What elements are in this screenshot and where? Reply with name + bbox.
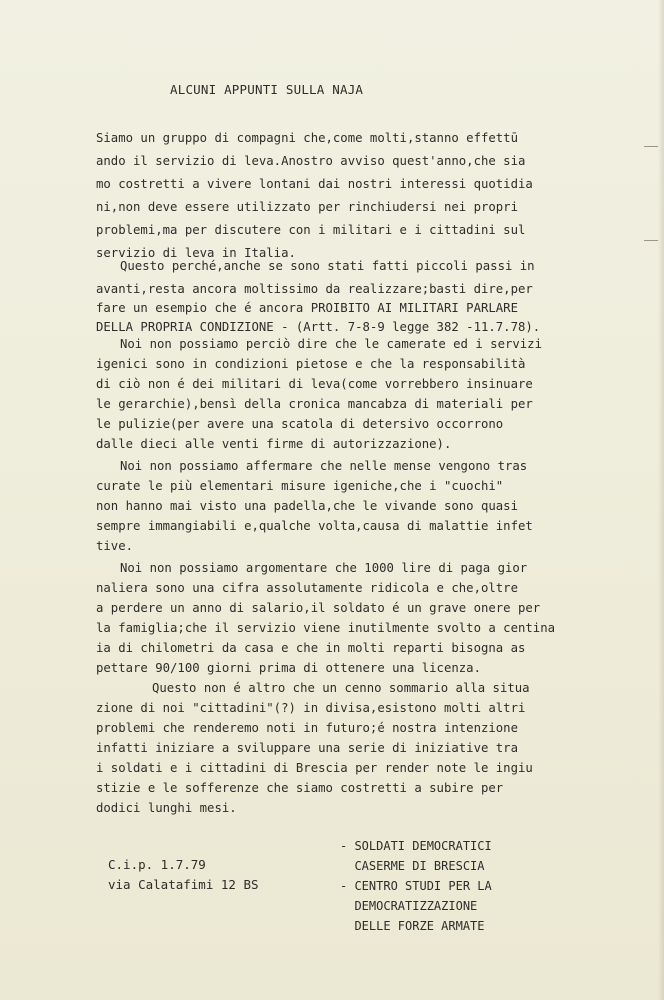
body-line: problemi che renderemo noti in futuro;é nostra intenzione	[96, 721, 518, 735]
signatory-line: DEMOCRATIZZAZIONE	[340, 899, 478, 913]
body-line: Noi non possiamo affermare che nelle mense vengono tras	[120, 459, 528, 473]
body-line: a perdere un anno di salario,il soldato é un grave onere per	[96, 601, 541, 615]
body-line: dodici lunghi mesi.	[96, 801, 237, 815]
body-line: Questo non é altro che un cenno sommario alla situa	[152, 681, 530, 695]
signatory-line: DELLE FORZE ARMATE	[340, 919, 485, 933]
imprint-address: via Calatafimi 12 BS	[108, 877, 259, 892]
body-line: zione di noi "cittadini"(?) in divisa,esistono molti altri	[96, 701, 526, 715]
body-line: la famiglia;che il servizio viene inutilmente svolto a centina	[96, 621, 556, 635]
paper-edge	[658, 0, 664, 1000]
body-line: mo costretti a vivere lontani dai nostri interessi quotidia	[96, 177, 533, 191]
fold-mark	[644, 240, 658, 241]
footer-imprint	[108, 855, 259, 895]
body-line: pettare 90/100 giorni prima di ottenere una licenza.	[96, 661, 481, 675]
body-line: le gerarchie),bensì della cronica mancabza di materiali per	[96, 397, 533, 411]
body-line: problemi,ma per discutere con i militari e i cittadini sul	[96, 223, 526, 237]
body-line: i soldati e i cittadini di Brescia per render note le ingiu	[96, 761, 533, 775]
body-line: curate le più elementari misure igeniche,che i "cuochi"	[96, 479, 504, 493]
body-line: naliera sono una cifra assolutamente ridicola e che,oltre	[96, 581, 518, 595]
body-line: avanti,resta ancora moltissimo da realizzare;basti dire,per	[96, 282, 533, 296]
body-line: igenici sono in condizioni pietose e che la responsabilità	[96, 357, 526, 371]
body-line: di ciò non é dei militari di leva(come vorrebbero insinuare	[96, 377, 533, 391]
body-line: ni,non deve essere utilizzato per rinchiudersi nei propri	[96, 200, 518, 214]
body-line: Questo perché,anche se sono stati fatti piccoli passi in	[120, 259, 535, 273]
body-line: tive.	[96, 539, 134, 553]
signatory-line: - SOLDATI DEMOCRATICI	[340, 839, 492, 853]
body-line: DELLA PROPRIA CONDIZIONE - (Artt. 7-8-9 legge 382 -11.7.78).	[96, 320, 541, 334]
body-line: Siamo un gruppo di compagni che,come molti,stanno effettū	[96, 131, 518, 145]
fold-mark	[644, 146, 658, 147]
body-line: infatti iniziare a sviluppare una serie di iniziative tra	[96, 741, 518, 755]
body-line: non hanno mai visto una padella,che le vivande sono quasi	[96, 499, 518, 513]
footer-signatories	[340, 836, 492, 936]
body-line: ia di chilometri da casa e che in molti reparti bisogna as	[96, 641, 526, 655]
body-line: Noi non possiamo perciò dire che le camerate ed i servizi	[120, 337, 542, 351]
body-line: dalle dieci alle venti firme di autorizzazione).	[96, 437, 452, 451]
imprint-date: C.i.p. 1.7.79	[108, 857, 206, 872]
signatory-line: CASERME DI BRESCIA	[340, 859, 485, 873]
body-line: fare un esempio che é ancora PROIBITO AI MILITARI PARLARE	[96, 301, 518, 315]
document-title: ALCUNI APPUNTI SULLA NAJA	[170, 82, 364, 97]
body-line: Noi non possiamo argomentare che 1000 lire di paga gior	[120, 561, 528, 575]
body-line: sempre immangiabili e,qualche volta,causa di malattie infet	[96, 519, 533, 533]
body-line: le pulizie(per avere una scatola di detersivo occorrono	[96, 417, 504, 431]
body-line: servizio di leva in Italia.	[96, 246, 296, 260]
body-line: stizie e le sofferenze che siamo costretti a subire per	[96, 781, 504, 795]
signatory-line: - CENTRO STUDI PER LA	[340, 879, 492, 893]
body-line: ando il servizio di leva.Anostro avviso quest'anno,che sia	[96, 154, 526, 168]
